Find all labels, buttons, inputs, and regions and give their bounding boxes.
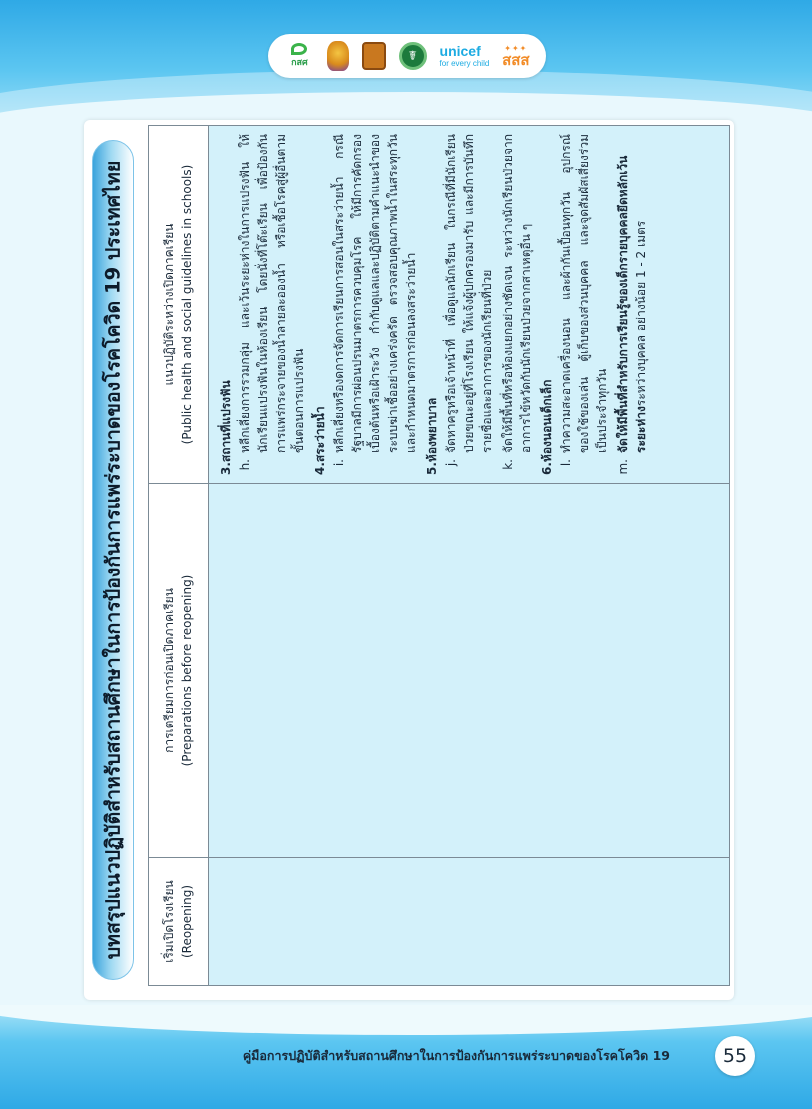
list-item bbox=[499, 134, 535, 475]
item-text-rest: ระหว่างบุคคล อย่างน้อย 1 - 2 เมตร bbox=[634, 220, 648, 407]
people-icon: ✦✦✦ bbox=[504, 43, 528, 53]
item-text bbox=[614, 134, 650, 453]
header-guidelines bbox=[149, 126, 209, 484]
header-guidelines-th: แนวปฏิบัติระหว่างเปิดภาคเรียน bbox=[162, 223, 177, 386]
item-marker: h. bbox=[238, 459, 252, 471]
list-item bbox=[236, 134, 308, 475]
item-marker: i. bbox=[332, 459, 346, 467]
item-text: หลีกเลี่ยงการรวมกลุ่ม และเว้นระยะห่างในการแปรงฟัน ให้นักเรียนแปรงฟันในห้องเรียน โดยนั่งที่โต๊ะเรียน เพื่อป้องกันการแพร่กระจายของน้ำลายละอองน้ำ หรือเชื้อโรคสู่ผู้อื่นตามขั้นตอนการแปรงฟัน bbox=[238, 134, 306, 453]
item-marker: j. bbox=[444, 459, 458, 467]
thaihealth-logo bbox=[284, 41, 314, 71]
unicef-tagline: for every child bbox=[439, 59, 490, 68]
section-heading: 6.ห้องนอนเด็กเล็ก bbox=[540, 379, 554, 475]
section-infirmary bbox=[423, 134, 535, 475]
header-reopening bbox=[149, 858, 209, 986]
section-heading: 4.สระว่ายน้ำ bbox=[313, 406, 327, 475]
item-text-bold: จัดให้มีพื้นที่สำหรับการเรียนรู้ของเด็กรายบุคคลยึดหลักเว้นระยะห่าง bbox=[616, 155, 648, 453]
list-item bbox=[330, 134, 420, 475]
footer-wave bbox=[0, 1005, 812, 1035]
guideline-table-rotated bbox=[148, 126, 730, 986]
thaihealth-label: กสศ bbox=[291, 58, 308, 68]
header-reopening-en: (Reopening) bbox=[179, 884, 194, 959]
item-text: ทำความสะอาดเครื่องนอน และผ้ากันเปื้อนทุกวัน อุปกรณ์ของใช้ของเล่น ตู้เก็บของส่วนบุคคล และจุดสัมผัสเสี่ยงร่วม เป็นประจำทุกวัน bbox=[559, 134, 609, 453]
cell-guidelines bbox=[209, 126, 730, 484]
table-row bbox=[209, 126, 730, 986]
section-swimming-pool bbox=[311, 134, 420, 475]
header-reopening-th: เริ่มเปิดโรงเรียน bbox=[162, 880, 177, 963]
ministry-emblem-icon bbox=[362, 42, 386, 70]
item-text: จัดให้มีพื้นที่หรือห้องแยกอย่างชัดเจน ระหว่างนักเรียนป่วยจากอาการไข้หวัดกับนักเรียนป่วยจากสาเหตุอื่น ๆ bbox=[501, 134, 533, 453]
page-title: บทสรุปแนวปฏิบัติสำหรับสถานศึกษาในการป้องกันการแพร่ระบาดของโรคโควิด 19 ประเทศไทย bbox=[101, 160, 125, 960]
list-item bbox=[614, 134, 650, 475]
header-preparations bbox=[149, 484, 209, 858]
item-marker: m. bbox=[616, 459, 630, 475]
swirl-icon bbox=[291, 43, 307, 55]
section-nap-room bbox=[538, 134, 650, 475]
sss-name: สสส bbox=[502, 50, 530, 69]
list-item bbox=[442, 134, 496, 475]
header-preparations-th: การเตรียมการก่อนเปิดภาคเรียน bbox=[162, 588, 177, 753]
partner-logos bbox=[268, 34, 546, 78]
royal-emblem-icon bbox=[327, 41, 349, 71]
page-number: 55 bbox=[715, 1036, 755, 1076]
table-header-row bbox=[149, 126, 209, 986]
item-text: หลีกเลี่ยงหรืองดการจัดการเรียนการสอนในสระว่ายน้ำ กรณีรัฐบาลมีการผ่อนปรนมาตรการควบคุมโรค ให้มีการคัดกรองเบื้องต้นหรือเฝ้าระวัง กำกับดูแลและปฏิบัติตามคำแนะนำของระบบฆ่าเชื้ออย่างเคร่งครัด ตรวจสอบคุณภาพน้ำในสระทุกวัน และกำหนดมาตรการก่อนลงสระว่ายน้ำ bbox=[332, 134, 418, 453]
moph-logo bbox=[399, 42, 427, 70]
item-marker: l. bbox=[559, 459, 573, 467]
unicef-name: unicef bbox=[439, 43, 481, 59]
header-preparations-en: (Preparations before reopening) bbox=[179, 574, 194, 767]
section-heading: 3.สถานที่แปรงฟัน bbox=[219, 380, 233, 475]
item-text: จัดหาครูหรือเจ้าหน้าที่ เพื่อดูแลนักเรียน ในกรณีที่มีนักเรียนป่วยขณะอยู่ที่โรงเรียน ให้แจ้งผู้ปกครองมารับ และมีการบันทึกรายชื่อและอาการของนักเรียนที่ป่วย bbox=[444, 134, 494, 453]
caduceus-icon: ☤ bbox=[408, 48, 418, 64]
item-marker: k. bbox=[501, 459, 515, 470]
section-heading: 5.ห้องพยาบาล bbox=[425, 397, 439, 475]
footer-title: คู่มือการปฏิบัติสำหรับสถานศึกษาในการป้องกันการแพร่ระบาดของโรคโควิด 19 bbox=[242, 1048, 670, 1063]
guideline-table bbox=[148, 125, 730, 986]
header-guidelines-en: (Public health and social guidelines in schools) bbox=[179, 164, 194, 445]
section-toothbrushing bbox=[217, 134, 308, 475]
list-item bbox=[557, 134, 611, 475]
cell-reopening bbox=[209, 858, 730, 986]
sss-logo bbox=[502, 45, 529, 68]
unicef-logo bbox=[440, 44, 490, 68]
cell-preparations bbox=[209, 484, 730, 858]
